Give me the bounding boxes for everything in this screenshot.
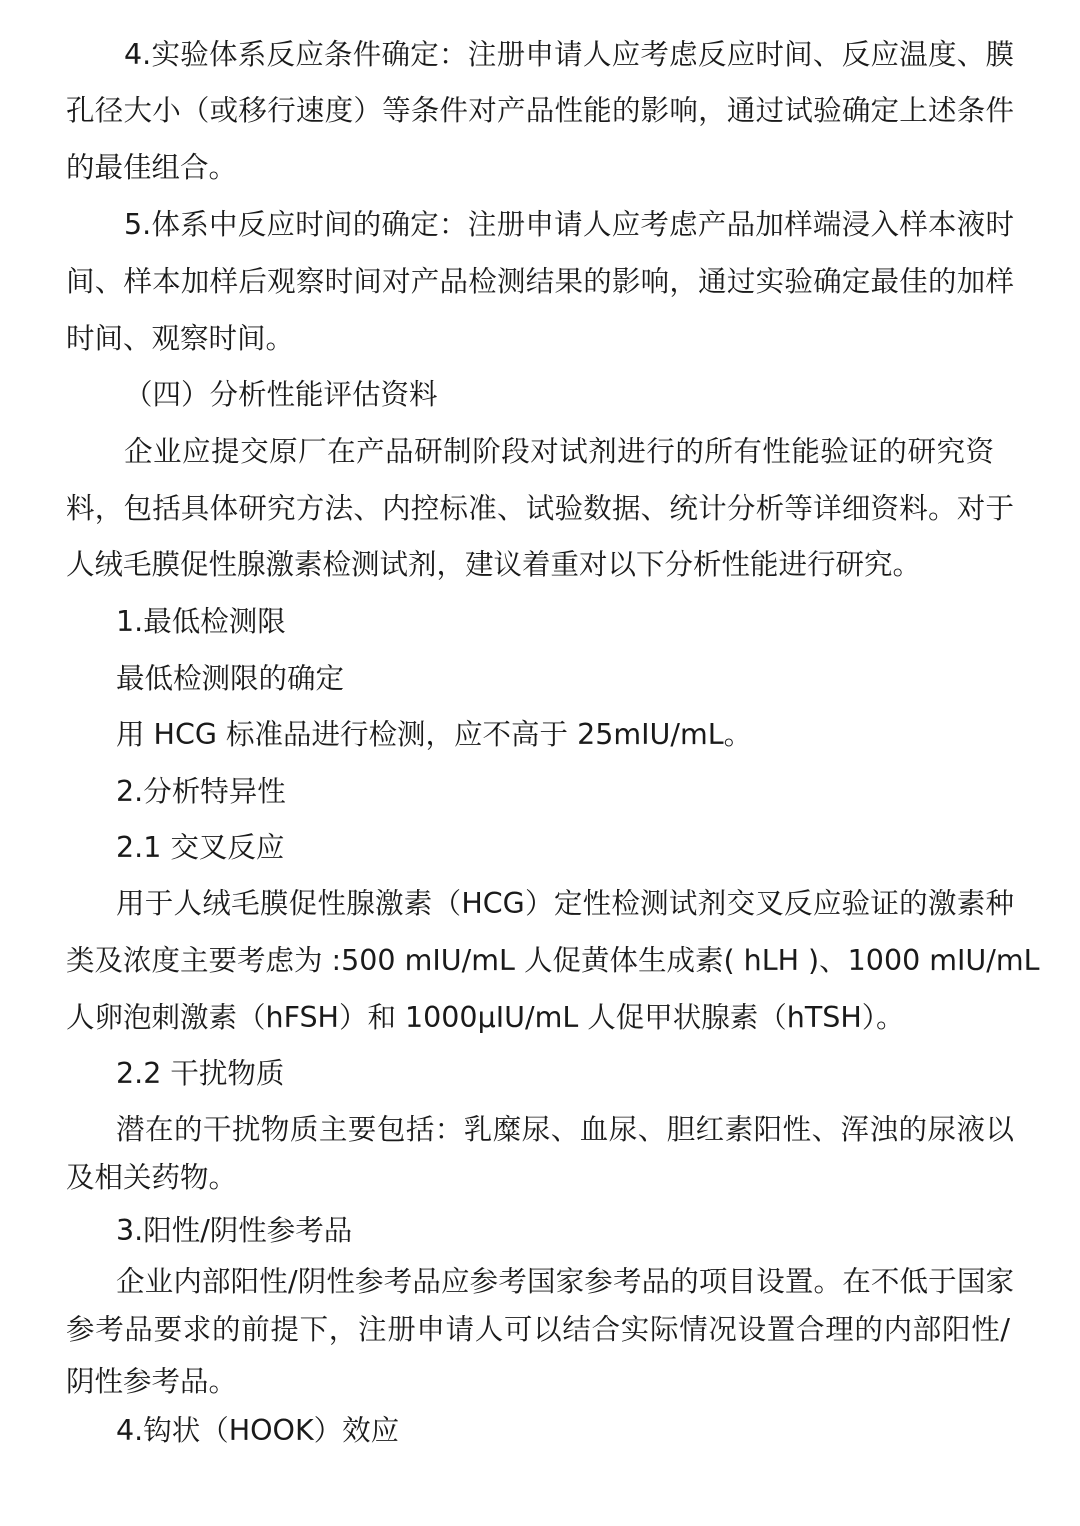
- heading-detection-limit: 1.最低检测限: [116, 605, 286, 638]
- text-line-1: 4.实验体系反应条件确定：注册申请人应考虑反应时间、反应温度、膜: [124, 38, 1014, 71]
- text-line-3: 的最佳组合。: [66, 151, 238, 184]
- text-line-13: 用 HCG 标准品进行检测，应不高于 25mIU/mL。: [116, 718, 753, 751]
- section-heading-analytical-performance: （四）分析性能评估资料: [124, 378, 438, 411]
- heading-specificity: 2.分析特异性: [116, 775, 286, 808]
- text-line-24: 参考品要求的前提下，注册申请人可以结合实际情况设置合理的内部阳性/: [66, 1313, 1010, 1346]
- text-line-21: 及相关药物。: [66, 1161, 238, 1194]
- text-line-16: 用于人绒毛膜促性腺激素（HCG）定性检测试剂交叉反应验证的激素种: [116, 887, 1014, 920]
- text-line-18: 人卵泡刺激素（hFSH）和 1000μIU/mL 人促甲状腺素（hTSH）。: [66, 1001, 905, 1034]
- text-line-6: 时间、观察时间。: [66, 322, 295, 355]
- text-line-10: 人绒毛膜促性腺激素检测试剂，建议着重对以下分析性能进行研究。: [66, 548, 922, 581]
- heading-cross-reaction: 2.1 交叉反应: [116, 831, 285, 864]
- text-line-25: 阴性参考品。: [66, 1365, 238, 1398]
- text-line-20: 潜在的干扰物质主要包括：乳糜尿、血尿、胆红素阳性、浑浊的尿液以: [116, 1113, 1014, 1146]
- text-line-8: 企业应提交原厂在产品研制阶段对试剂进行的所有性能验证的研究资: [124, 435, 994, 468]
- text-line-17: 类及浓度主要考虑为 :500 mIU/mL 人促黄体生成素( hLH )、1000 mIU/mL: [66, 944, 1040, 977]
- text-line-5: 间、样本加样后观察时间对产品检测结果的影响，通过实验确定最佳的加样: [66, 265, 1014, 298]
- text-line-2: 孔径大小（或移行速度）等条件对产品性能的影响，通过试验确定上述条件: [66, 94, 1014, 127]
- text-line-12: 最低检测限的确定: [116, 662, 345, 695]
- text-line-23: 企业内部阳性/阴性参考品应参考国家参考品的项目设置。在不低于国家: [116, 1265, 1014, 1298]
- heading-interference: 2.2 干扰物质: [116, 1057, 285, 1090]
- text-line-4: 5.体系中反应时间的确定：注册申请人应考虑产品加样端浸入样本液时: [124, 208, 1014, 241]
- heading-reference-materials: 3.阳性/阴性参考品: [116, 1214, 353, 1247]
- heading-hook-effect: 4.钩状（HOOK）效应: [116, 1414, 400, 1447]
- text-line-9: 料，包括具体研究方法、内控标准、试验数据、统计分析等详细资料。对于: [66, 492, 1014, 525]
